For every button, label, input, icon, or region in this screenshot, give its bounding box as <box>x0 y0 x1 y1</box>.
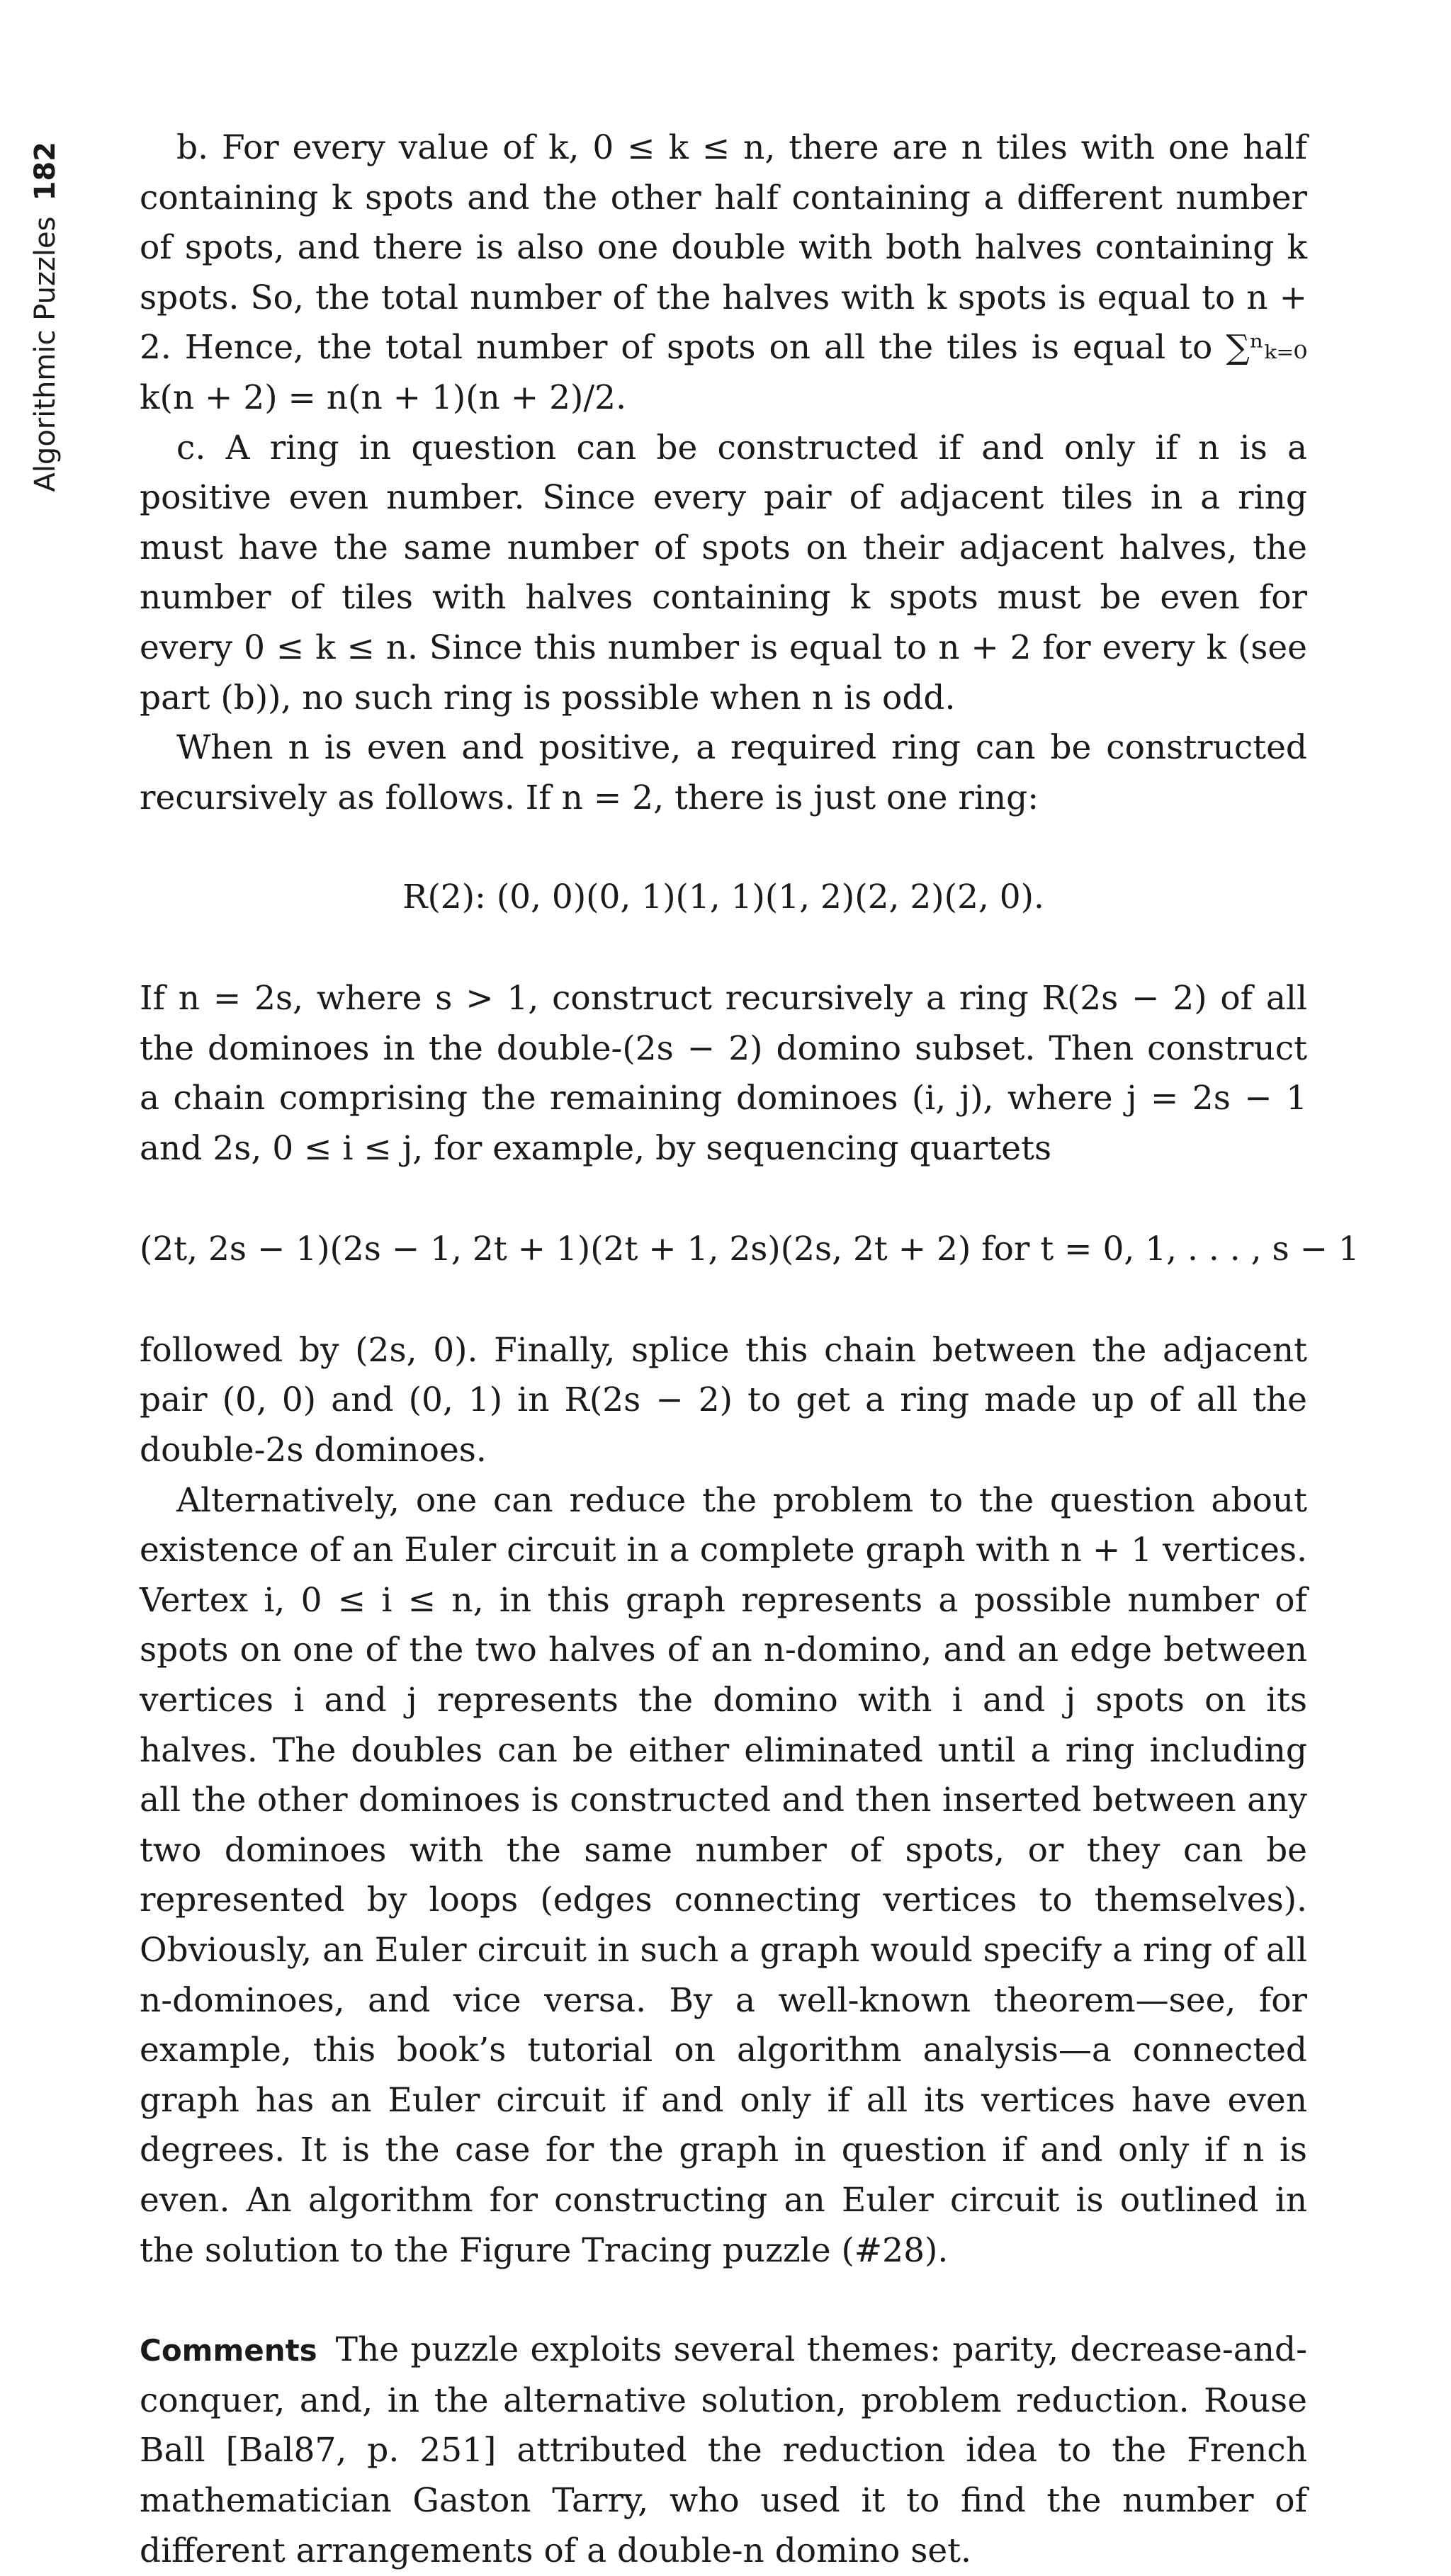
comments-paragraph <box>140 2325 1307 2576</box>
equation-quartets: (2t, 2s − 1)(2s − 1, 2t + 1)(2t + 1, 2s)(2s, 2t + 2) for t = 0, 1, . . . , s − 1 <box>140 1230 1360 1269</box>
paragraph-recursive-construction: If n = 2s, where s > 1, construct recursively a ring R(2s − 2) of all the dominoes in the double-(2s − 2) domino subset. Then construct a chain comprising the remaining dominoes (i, j), where j = 2s − 1 and 2s, 0 ≤ i ≤ j, for example, by sequencing quartets <box>140 978 1307 1168</box>
equation-ring-r2: R(2): (0, 0)(0, 1)(1, 1)(1, 2)(2, 2)(2, 0). <box>402 878 1044 917</box>
comments-text: The puzzle exploits several themes: parity, decrease-and-conquer, and, in the alternative solution, problem reduction. Rouse Ball [Bal87, p. 251] attributed the reduction idea to the French mathematician Gaston Tarry, who used it to find the number of different arrangements of a double-n domino set. <box>140 2330 1307 2570</box>
paragraph-splice-chain: followed by (2s, 0). Finally, splice this chain between the adjacent pair (0, 0) and (0, 1) in R(2s − 2) to get a ring made up of all the double-2s dominoes. <box>140 1330 1307 1470</box>
paragraph-part-c: c. A ring in question can be constructed if and only if n is a positive even number. Since every pair of adjacent tiles in a ring must have the same number of spots on their adjacent halves, the number of tiles with halves containing k spots must be even for every 0 ≤ k ≤ n. Since this number is equal to n + 2 for every k (see part (b)), no such ring is possible when n is odd. <box>140 428 1307 717</box>
paragraph-even-case: When n is even and positive, a required ring can be constructed recursively as follows. If n = 2, there is just one ring: <box>140 728 1307 817</box>
paragraph-part-b: b. For every value of k, 0 ≤ k ≤ n, there are n tiles with one half containing k spots and the other half containing a different number of spots, and there is also one double with both halves containing k spots. So, the total number of the halves with k spots is equal to n + 2. Hence, the total number of spots on all the tiles is equal to ∑ⁿₖ₌₀ k(n + 2) = n(n + 1)(n + 2)/2. <box>140 128 1307 417</box>
running-head-title: Algorithmic Puzzles <box>29 216 62 492</box>
comments-label: Comments <box>140 2333 317 2368</box>
page-number: 182 <box>29 142 62 201</box>
running-head <box>27 142 64 510</box>
page-body <box>140 123 1360 2576</box>
paragraph-euler-alternative: Alternatively, one can reduce the problem to the question about existence of an Euler circuit in a complete graph with n + 1 vertices. Vertex i, 0 ≤ i ≤ n, in this graph represents a possible number of spots on one of the two halves of an n-domino, and an edge between vertices i and j represents the domino with i and j spots on its halves. The doubles can be either eliminated until a ring including all the other dominoes is constructed and then inserted between any two dominoes with the same number of spots, or they can be represented by loops (edges connecting vertices to themselves). Obviously, an Euler circuit in such a graph would specify a ring of all n-dominoes, and vice versa. By a well-known theorem—see, for example, this book’s tutorial on algorithm analysis—a connected graph has an Euler circuit if and only if all its vertices have even degrees. It is the case for the graph in question if and only if n is even. An algorithm for constructing an Euler circuit is outlined in the solution to the Figure Tracing puzzle (#28). <box>140 1480 1308 2270</box>
